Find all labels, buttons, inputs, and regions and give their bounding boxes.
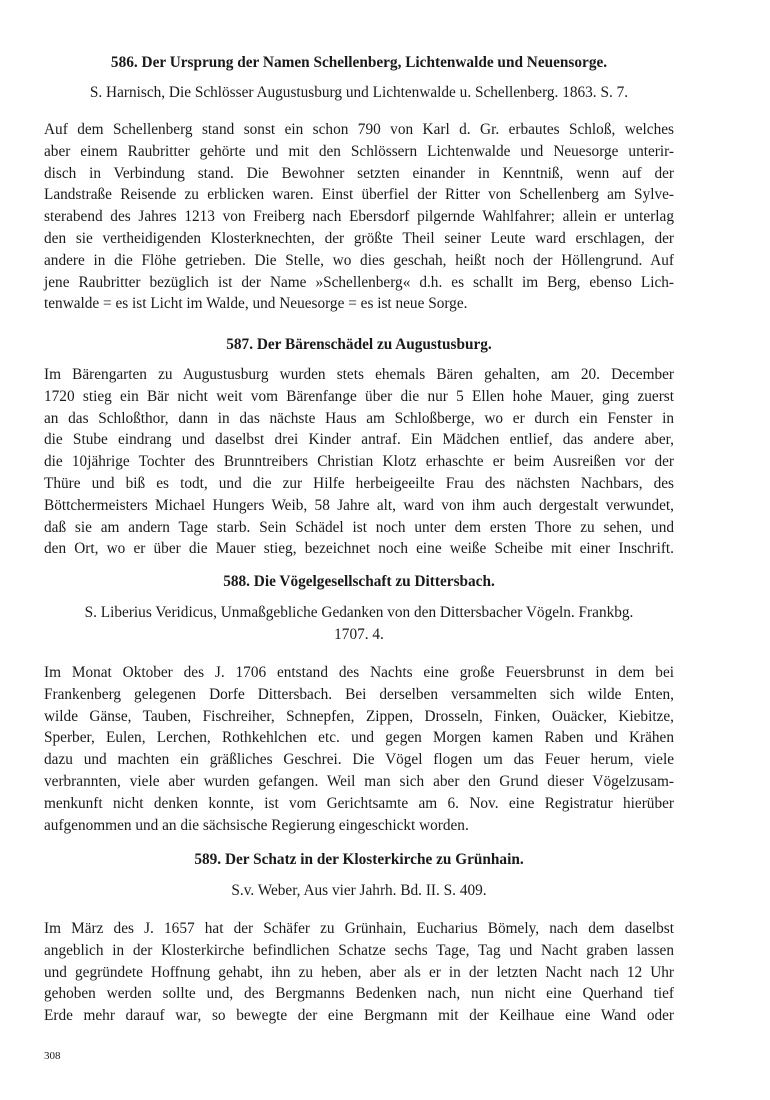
body-line: tenwalde = es ist Licht im Walde, und Neuesorge = es ist neue Sorge.: [44, 295, 468, 313]
section-586: [44, 52, 674, 315]
body-line: die 10jährige Tochter des Brunntreibers Christian Klotz erhaschte er beim Ausreißen vor der: [44, 453, 674, 471]
section-body: [44, 918, 674, 1027]
body-line: verbrannten, viele aber wurden gefangen. Weil man sich aber den Grund dieser Vögelzusam-: [44, 772, 674, 790]
body-line: den sie vertheidigenden Klosterknechten, der größte Theil seiner Leute ward erschlagen, der: [44, 229, 674, 247]
section-title: 588. Die Vögelgesellschaft zu Dittersbach.: [223, 573, 495, 590]
body-line: 1720 stieg ein Bär nicht weit vom Bärenfange über die nur 5 Ellen hohe Mauer, ging zuerst: [44, 387, 674, 405]
section-587: [44, 334, 674, 560]
body-line: daß sie am andern Tage starb. Sein Schädel ist noch unter dem ersten Thore zu sehen, und: [44, 518, 674, 536]
section-title: 586. Der Ursprung der Namen Schellenberg, Lichtenwalde und Neuensorge.: [110, 54, 608, 71]
body-line: jene Raubritter bezüglich ist der Name »Schellenberg« d.h. es schallt im Berg, ebenso Lich-: [44, 273, 674, 291]
section-source: S. Harnisch, Die Schlösser Augustusburg und Lichtenwalde u. Schellenberg. 1863. S. 7.: [89, 84, 629, 101]
section-body: [44, 364, 674, 560]
body-line: sterabend des Jahres 1213 von Freiberg nach Ebersdorf pilgernde Wahlfahrer; allein er unterlag: [44, 208, 674, 226]
body-line: Auf dem Schellenberg stand sonst ein schon 790 von Karl d. Gr. erbautes Schloß, welches: [44, 121, 674, 138]
body-line: gehoben werden sollte und, des Bergmanns Bedenken nach, nun nicht eine Querhand tief: [44, 985, 674, 1003]
source-line: S. Liberius Veridicus, Unmaßgebliche Gedanken von den Dittersbacher Vögeln. Frankbg.: [84, 604, 634, 621]
body-line: Landstraße Reisende zu erblicken waren. Einst überfiel der Ritter von Schellenberg am Sylve-: [44, 186, 674, 204]
section-589: [44, 849, 674, 1027]
section-588: [44, 571, 674, 836]
section-body: [44, 119, 674, 315]
section-title: 589. Der Schatz in der Klosterkirche zu Grünhain.: [194, 851, 524, 868]
body-line: aufgenommen und an die sächsische Regierung eingeschickt worden.: [44, 816, 469, 834]
body-line: andere in die Flöhe getrieben. Die Stelle, wo dies geschah, heißt noch der Höllengrund. Auf: [44, 251, 674, 269]
body-line: Böttchermeisters Michael Hungers Weib, 58 Jahre alt, ward von ihm auch dergestalt verwundet,: [44, 496, 674, 514]
body-line: wilde Gänse, Tauben, Fischreiher, Schnepfen, Zippen, Drosseln, Finken, Ouäcker, Kiebitze,: [44, 707, 674, 725]
body-line: Sperber, Eulen, Lerchen, Rothkehlchen etc. und gegen Morgen kamen Raben und Krähen: [44, 729, 674, 747]
section-body: [44, 662, 674, 836]
page-number: 308: [44, 1050, 61, 1062]
body-line: und gegründete Hoffnung gehabt, ihn zu heben, aber als er in der letzten Nacht nach 12 Uhr: [44, 963, 674, 981]
body-line: Im Monat Oktober des J. 1706 entstand des Nachts eine große Feuersbrunst in dem bei: [44, 664, 674, 681]
body-line: Im März des J. 1657 hat der Schäfer zu Grünhain, Eucharius Bömely, nach dem daselbst: [44, 920, 674, 937]
body-line: aber einem Raubritter gehörte und mit den Schlössern Lichtenwalde und Neuesorge unterir-: [44, 142, 674, 160]
body-line: an das Schloßthor, dann in das nächste Haus am Schloßberge, wo er durch ein Fenster in: [44, 409, 674, 427]
section-source: S.v. Weber, Aus vier Jahrh. Bd. II. S. 409.: [231, 882, 487, 899]
body-line: menkunft nicht denken konnte, ist vom Gerichtsamte am 6. Nov. eine Registratur hierüber: [44, 794, 674, 812]
body-line: Erde mehr darauf war, so bewegte der eine Bergmann mit der Keilhaue eine Wand oder: [44, 1007, 674, 1025]
body-line: angeblich in der Klosterkirche befindlichen Schatze sechs Tage, Tag und Nacht graben lassen: [44, 941, 674, 959]
body-line: den Ort, wo er über die Mauer stieg, bezeichnet noch eine weiße Scheibe mit einer Inschrift.: [44, 540, 674, 558]
section-title: 587. Der Bärenschädel zu Augustusburg.: [226, 336, 492, 353]
body-line: disch in Verbindung stand. Die Bewohner setzten einander in Kenntniß, wenn auf der: [44, 164, 674, 182]
body-line: Frankenberg gelegenen Dorfe Dittersbach. Bei derselben versammelten sich wilde Enten,: [44, 685, 674, 703]
body-line: die Stube eindrang und daselbst drei Kinder antraf. Ein Mädchen entlief, das andere aber,: [44, 431, 674, 449]
section-source: [44, 602, 674, 646]
body-line: Im Bärengarten zu Augustusburg wurden stets ehemals Bären gehalten, am 20. December: [44, 366, 674, 383]
source-line: 1707. 4.: [334, 626, 384, 643]
body-line: dazu und machten ein gräßliches Geschrei. Die Vögel flogen um das Feuer herum, viele: [44, 751, 674, 769]
body-line: Thüre und biß es todt, und die zur Hilfe herbeigeeilte Frau des nächsten Nachbars, des: [44, 474, 674, 492]
